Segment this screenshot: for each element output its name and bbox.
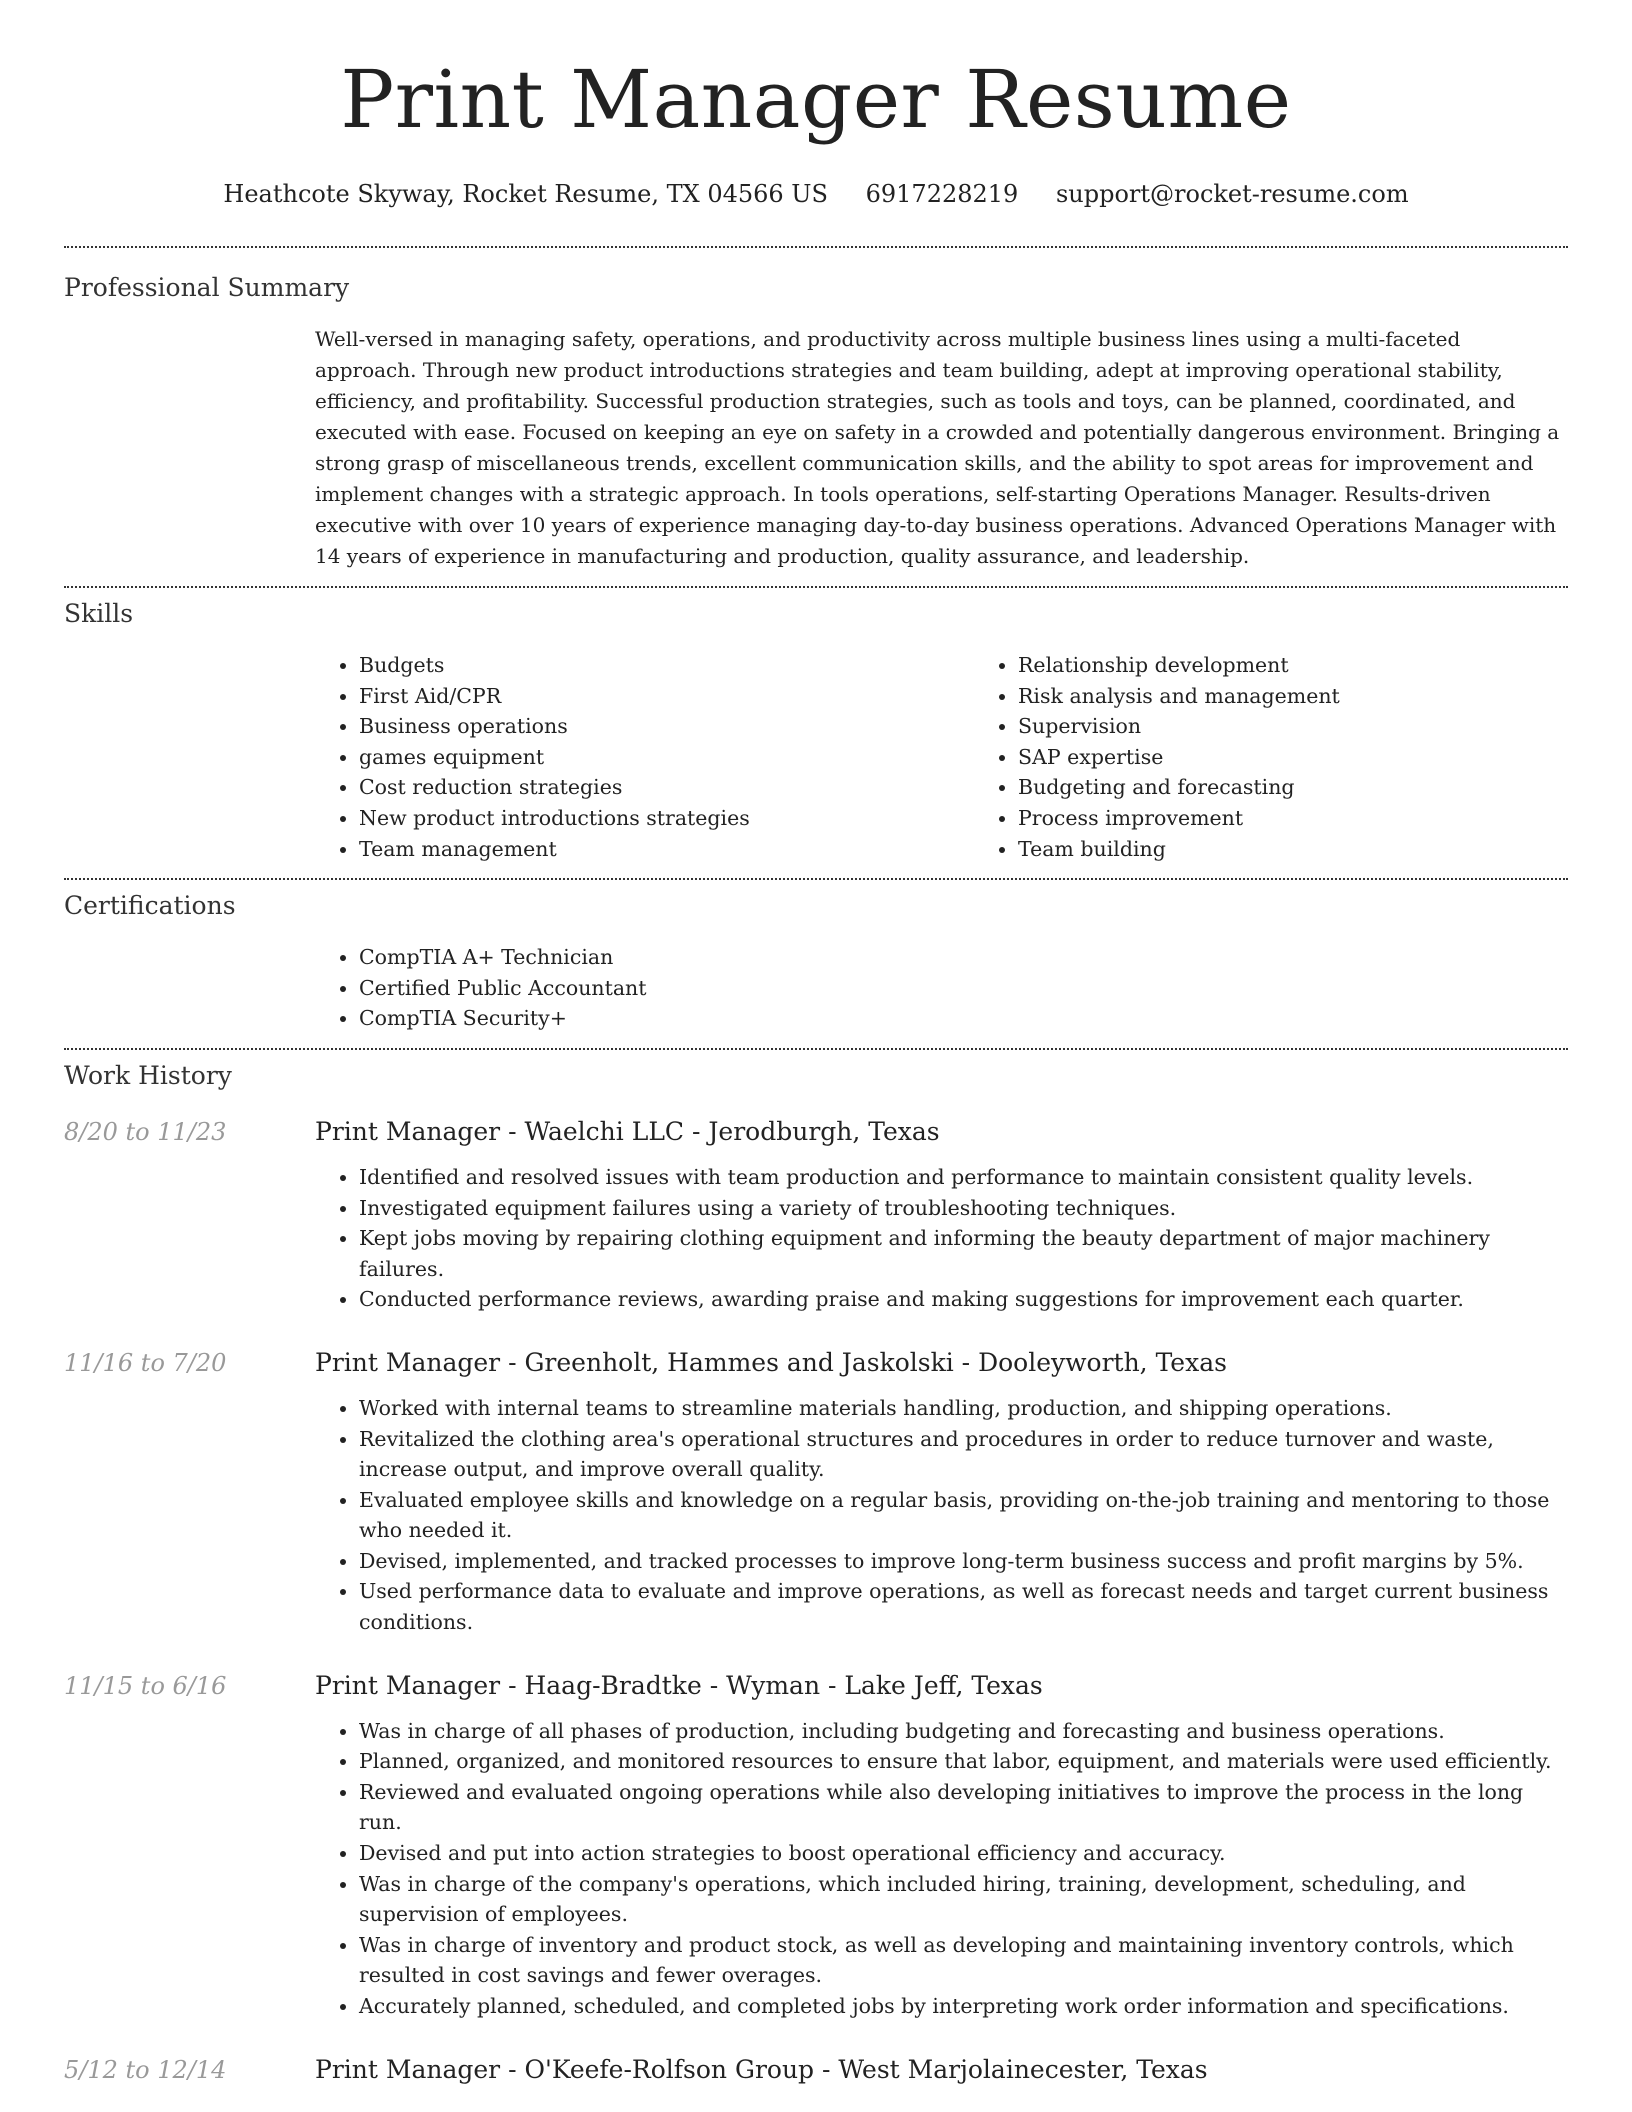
skill-item: • New product introductions strategies: [359, 803, 974, 834]
section-title-skills: Skills: [64, 599, 134, 628]
job-dates: 11/15 to 6/16: [64, 1671, 227, 1700]
job-entry: [64, 1116, 1568, 1315]
section-title-work-history: Work History: [64, 1060, 232, 1090]
job-title: Print Manager - Greenholt, Hammes and Jaskolski - Dooleyworth, Texas: [315, 1347, 1227, 1377]
certification-item: • CompTIA Security+: [359, 1003, 1568, 1034]
certifications-list: [315, 942, 1568, 1034]
job-bullet: • Identified and resolved issues with team production and performance to maintain consistent quality levels.: [359, 1162, 1568, 1193]
summary-section: [64, 248, 1568, 572]
job-bullet: • Planned, organized, and monitored resources to ensure that labor, equipment, and materials were used efficiently.: [359, 1746, 1568, 1777]
job-bullet: • Used performance data to evaluate and improve operations, as well as forecast needs and target current business conditions.: [359, 1576, 1568, 1637]
job-details: [315, 1347, 1568, 1638]
skill-item: • SAP expertise: [1018, 742, 1632, 773]
summary-body: [315, 324, 1568, 572]
job-entry: [64, 1670, 1568, 2022]
job-details: [315, 2054, 1568, 2086]
job-bullets: [315, 1162, 1568, 1315]
job-bullets: [315, 1393, 1568, 1638]
work-history-section: [64, 1050, 1568, 2086]
section-title-summary: Professional Summary: [64, 273, 350, 302]
skills-list-left: [315, 650, 974, 864]
summary-text: Well-versed in managing safety, operations, and productivity across multiple business lines using a multi-faceted approach. Through new product introductions strategies and team building, adept at improving operational stability, efficiency, and profitability. Successful production strategies, such as tools and toys, can be planned, coordinated, and executed with ease. Focused on keeping an eye on safety in a crowded and potentially dangerous environment. Bringing a strong grasp of miscellaneous trends, excellent communication skills, and the ability to spot areas for improvement and implement changes with a strategic approach. In tools operations, self-starting Operations Manager. Results-driven executive with over 10 years of experience managing day-to-day business operations. Advanced Operations Manager with 14 years of experience in manufacturing and production, quality assurance, and leadership.: [315, 327, 1560, 568]
skill-item: • Budgeting and forecasting: [1018, 772, 1632, 803]
contact-address: Heathcote Skyway, Rocket Resume, TX 04566 US: [223, 180, 828, 208]
certifications-section: [64, 880, 1568, 1034]
job-bullet: • Evaluated employee skills and knowledge on a regular basis, providing on-the-job training and mentoring to those who needed it.: [359, 1485, 1568, 1546]
contact-line: [64, 178, 1568, 210]
skills-list-right: [974, 650, 1632, 864]
job-entry: [64, 2054, 1568, 2086]
job-bullet: • Was in charge of the company's operations, which included hiring, training, development, scheduling, and supervision of employees.: [359, 1869, 1568, 1930]
job-dates: 11/16 to 7/20: [64, 1348, 227, 1377]
skill-item: • Team management: [359, 834, 974, 865]
certifications-body: [315, 942, 1568, 1034]
skill-item: • Business operations: [359, 711, 974, 742]
job-title: Print Manager - O'Keefe-Rolfson Group - West Marjolainecester, Texas: [315, 2054, 1208, 2084]
job-bullet: • Investigated equipment failures using a variety of troubleshooting techniques.: [359, 1193, 1568, 1224]
skill-item: • Budgets: [359, 650, 974, 681]
job-bullet: • Revitalized the clothing area's operational structures and procedures in order to reduce turnover and waste, increase output, and improve overall quality.: [359, 1424, 1568, 1485]
job-title: Print Manager - Haag-Bradtke - Wyman - Lake Jeff, Texas: [315, 1670, 1043, 1700]
job-bullet: • Was in charge of all phases of production, including budgeting and forecasting and business operations.: [359, 1716, 1568, 1747]
skills-grid: [315, 650, 1568, 864]
contact-email: support@rocket-resume.com: [1055, 180, 1409, 208]
job-dates: 8/20 to 11/23: [64, 1117, 227, 1146]
resume-title: Print Manager Resume: [340, 53, 1292, 146]
job-entry: [64, 1347, 1568, 1638]
job-details: [315, 1670, 1568, 2022]
job-bullet: • Devised, implemented, and tracked processes to improve long-term business success and profit margins by 5%.: [359, 1546, 1568, 1577]
certification-item: • Certified Public Accountant: [359, 973, 1568, 1004]
skill-item: • Risk analysis and management: [1018, 681, 1632, 712]
job-bullet: • Was in charge of inventory and product stock, as well as developing and maintaining inventory controls, which resulted in cost savings and fewer overages.: [359, 1930, 1568, 1991]
certification-item: • CompTIA A+ Technician: [359, 942, 1568, 973]
skill-item: • First Aid/CPR: [359, 681, 974, 712]
job-bullet: • Worked with internal teams to streamline materials handling, production, and shipping operations.: [359, 1393, 1568, 1424]
job-bullet: • Devised and put into action strategies to boost operational efficiency and accuracy.: [359, 1838, 1568, 1869]
skill-item: • Team building: [1018, 834, 1632, 865]
job-bullet: • Conducted performance reviews, awarding praise and making suggestions for improvement each quarter.: [359, 1284, 1568, 1315]
job-details: [315, 1116, 1568, 1315]
job-bullet: • Kept jobs moving by repairing clothing equipment and informing the beauty department of major machinery failures.: [359, 1223, 1568, 1284]
skill-item: • games equipment: [359, 742, 974, 773]
skill-item: • Supervision: [1018, 711, 1632, 742]
section-title-certifications: Certifications: [64, 891, 236, 921]
job-bullets: [315, 1716, 1568, 2022]
job-bullet: • Reviewed and evaluated ongoing operations while also developing initiatives to improve the process in the long run.: [359, 1777, 1568, 1838]
skill-item: • Process improvement: [1018, 803, 1632, 834]
job-title: Print Manager - Waelchi LLC - Jerodburgh, Texas: [315, 1116, 940, 1146]
contact-phone: 6917228219: [865, 180, 1019, 208]
skills-section: [64, 588, 1568, 864]
job-dates: 5/12 to 12/14: [64, 2055, 227, 2084]
resume-header: [64, 0, 1568, 210]
skill-item: • Cost reduction strategies: [359, 772, 974, 803]
job-bullet: • Accurately planned, scheduled, and completed jobs by interpreting work order information and specifications.: [359, 1991, 1568, 2022]
skill-item: • Relationship development: [1018, 650, 1632, 681]
